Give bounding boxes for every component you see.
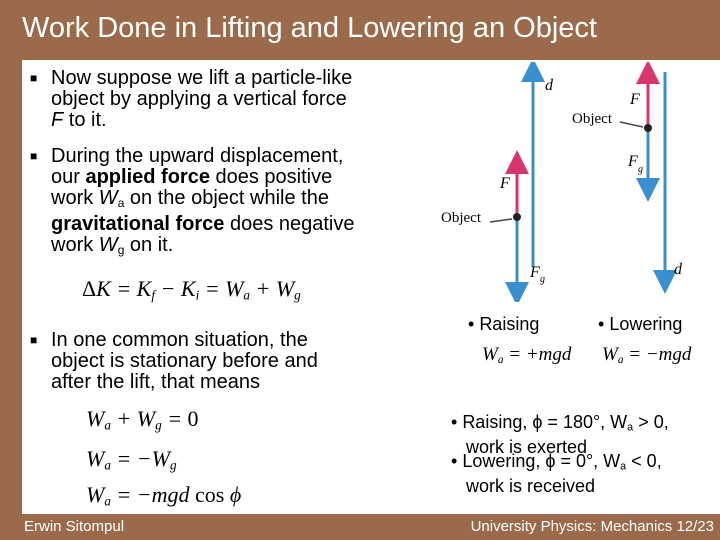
bullet-stationary-line1: In one common situation, the: [51, 329, 308, 351]
svg-text:d: d: [545, 77, 553, 94]
bullet-lift: [30, 67, 431, 131]
svg-text:g: g: [638, 164, 643, 175]
bullet-work-line4: gravitational force does negative: [51, 213, 355, 235]
bullet-work-line1: During the upward displacement,: [51, 145, 344, 167]
equation-delta-k: $\Delta K = K_f - K_i = W_a + W_g$: [82, 276, 301, 303]
equation-wa-neg-wg: $W_a = -W_g$: [86, 446, 177, 473]
object-label-lowering: Object: [572, 111, 612, 127]
note-raising: • Raising, ϕ = 180°, $W_a > 0$, work is exerted: [451, 412, 669, 457]
object-label-raising: Object: [441, 210, 481, 226]
equation-wa-mgd-cos: $W_a = -mgd$ cos ϕ: [86, 482, 242, 509]
svg-text:F: F: [630, 91, 640, 108]
equation-lowering-work: $W_a = -mgd$: [602, 344, 692, 366]
square-bullet-icon: ■: [30, 333, 38, 347]
bullet-work-line2: our applied force does positive: [51, 166, 333, 188]
svg-text:F: F: [500, 175, 510, 192]
svg-text:F: F: [628, 153, 638, 170]
svg-text:F: F: [530, 264, 540, 281]
bullet-lift-line1: Now suppose we lift a particle-like: [51, 67, 353, 89]
footer-course: University Physics: Mechanics 12/23: [470, 518, 714, 535]
bullet-stationary-line2: object is stationary before and: [51, 350, 318, 372]
bullet-lift-line3: F to it.: [51, 109, 107, 131]
note-lowering: • Lowering, ϕ = 0°, $W_a < 0$, work is received: [451, 451, 662, 496]
bullet-lift-line2: object by applying a vertical force: [51, 88, 347, 110]
lowering-label: • Lowering: [598, 314, 683, 334]
equation-sum-zero: $W_a + W_g = 0$: [86, 406, 199, 433]
bullet-stationary-line3: after the lift, that means: [51, 371, 260, 393]
svg-text:d: d: [674, 261, 682, 278]
slide-title: Work Done in Lifting and Lowering an Object: [22, 12, 597, 44]
lowering-object-dot: [644, 124, 652, 132]
footer-author: Erwin Sitompul: [24, 518, 125, 535]
bullet-work-line5: work $W_g$ on it.: [51, 234, 174, 257]
force-diagram: [440, 62, 710, 302]
square-bullet-icon: ■: [30, 149, 38, 163]
bullet-work: [30, 145, 431, 261]
raising-object-dot: [513, 213, 521, 221]
bullet-work-line3: work $W_a$ on the object while the: [51, 187, 329, 210]
bullet-stationary: [30, 329, 431, 393]
equation-raising-work: $W_a = +mgd$: [482, 344, 572, 366]
raising-label: • Raising: [468, 314, 540, 334]
square-bullet-icon: ■: [30, 71, 38, 85]
svg-text:g: g: [540, 274, 545, 285]
